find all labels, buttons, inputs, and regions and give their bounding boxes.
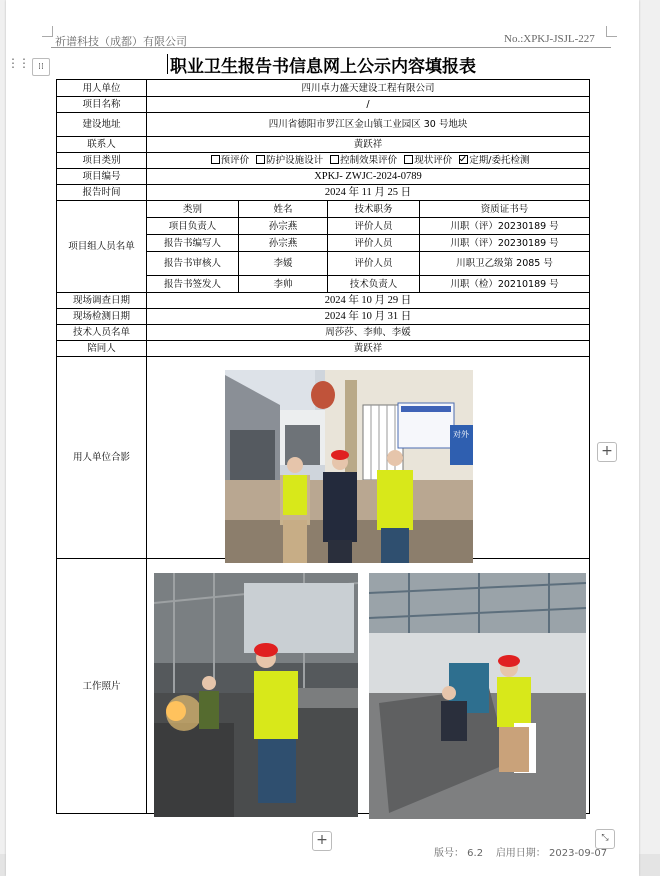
checkbox-protection-design[interactable]	[256, 155, 265, 164]
work-photo-right-image	[369, 573, 586, 819]
category-option: 控制效果评价	[340, 155, 398, 166]
team-cell: 报告书编写人	[147, 235, 239, 252]
checkbox-status-evaluation[interactable]	[404, 155, 413, 164]
project-value: /	[147, 97, 590, 113]
table-anchor-icon[interactable]: ⁞⁞	[32, 58, 50, 76]
team-cell: 报告书签发人	[147, 276, 239, 293]
category-option: 预评价	[220, 155, 250, 166]
team-cell: 评价人员	[328, 235, 420, 252]
survey-date-label: 现场调查日期	[57, 293, 147, 309]
team-header: 资质证书号	[420, 201, 590, 218]
category-option: 防护设施设计	[266, 155, 324, 166]
survey-date-value: 2024 年 10 月 29 日	[147, 293, 590, 309]
checkbox-control-effect[interactable]	[330, 155, 339, 164]
text-caret	[167, 54, 168, 74]
team-cell: 项目负责人	[147, 218, 239, 235]
test-date-value: 2024 年 10 月 31 日	[147, 309, 590, 325]
team-cell: 评价人员	[328, 218, 420, 235]
contact-value: 黄跃祥	[147, 137, 590, 153]
team-header: 技术职务	[328, 201, 420, 218]
crop-mark-top-right	[606, 26, 617, 37]
tech-staff-label: 技术人员名单	[57, 325, 147, 341]
team-header: 类别	[147, 201, 239, 218]
category-option: 定期/委托检测	[469, 155, 530, 166]
group-photo-image	[225, 370, 473, 563]
report-time-value: 2024 年 11 月 25 日	[147, 185, 590, 201]
header-rule	[51, 47, 611, 48]
escort-value: 黄跃祥	[147, 341, 590, 357]
page-title	[170, 52, 476, 77]
work-photo-left[interactable]	[154, 573, 358, 817]
drag-handle-icon[interactable]: ⋮⋮	[7, 56, 29, 70]
group-photo-label: 用人单位合影	[57, 357, 147, 559]
header-company: 祈谱科技（成都）有限公司	[55, 35, 187, 48]
team-cell: 孙宗燕	[239, 235, 328, 252]
escort-label: 陪同人	[57, 341, 147, 357]
team-cell: 川职（评）20230189 号	[420, 218, 590, 235]
test-date-label: 现场检测日期	[57, 309, 147, 325]
title-text: 职业卫生报告书信息网上公示内容填报表	[170, 57, 476, 77]
employer-value: 四川卓力盛天建设工程有限公司	[147, 80, 590, 97]
work-photo-right[interactable]	[369, 573, 586, 819]
crop-mark-top-left	[42, 26, 53, 37]
report-time-label: 报告时间	[57, 185, 147, 201]
add-column-button[interactable]: +	[597, 442, 617, 462]
contact-label: 联系人	[57, 137, 147, 153]
address-label: 建设地址	[57, 113, 147, 137]
category-option: 现状评价	[414, 155, 453, 166]
category-label: 项目类别	[57, 153, 147, 169]
sign-text: 对外	[453, 430, 469, 439]
work-photo-left-image	[154, 573, 358, 817]
resize-handle-icon[interactable]: ⤡	[595, 829, 615, 849]
team-cell: 川职（评）20230189 号	[420, 235, 590, 252]
tech-staff-value: 周莎莎、李帅、李媛	[147, 325, 590, 341]
footer-date: 启用日期： 2023-09-07	[495, 848, 608, 859]
team-cell: 评价人员	[328, 252, 420, 276]
team-cell: 报告书审核人	[147, 252, 239, 276]
checkbox-periodic-testing[interactable]	[459, 155, 468, 164]
group-photo[interactable]	[225, 370, 473, 563]
team-cell: 孙宗燕	[239, 218, 328, 235]
code-value: XPKJ- ZWJC-2024-0789	[147, 169, 590, 185]
team-label: 项目组人员名单	[57, 201, 147, 293]
team-cell: 川职卫乙级第 2085 号	[420, 252, 590, 276]
project-label: 项目名称	[57, 97, 147, 113]
header-doc-number: No.:XPKJ-JSJL-227	[504, 33, 595, 45]
checkbox-pre-evaluation[interactable]	[211, 155, 220, 164]
team-cell: 川职（检）20210189 号	[420, 276, 590, 293]
code-label: 项目编号	[57, 169, 147, 185]
employer-label: 用人单位	[57, 80, 147, 97]
add-row-button[interactable]: +	[312, 831, 332, 851]
team-cell: 李帅	[239, 276, 328, 293]
team-header: 姓名	[239, 201, 328, 218]
address-value: 四川省德阳市罗江区金山镇工业园区 30 号地块	[147, 113, 590, 137]
team-cell: 李媛	[239, 252, 328, 276]
page-footer	[434, 844, 607, 859]
work-photo-label: 工作照片	[57, 559, 147, 814]
vertical-scrollbar[interactable]	[644, 0, 660, 876]
team-cell: 技术负责人	[328, 276, 420, 293]
footer-version: 版号： 6.2	[434, 848, 484, 859]
category-options	[147, 153, 590, 169]
